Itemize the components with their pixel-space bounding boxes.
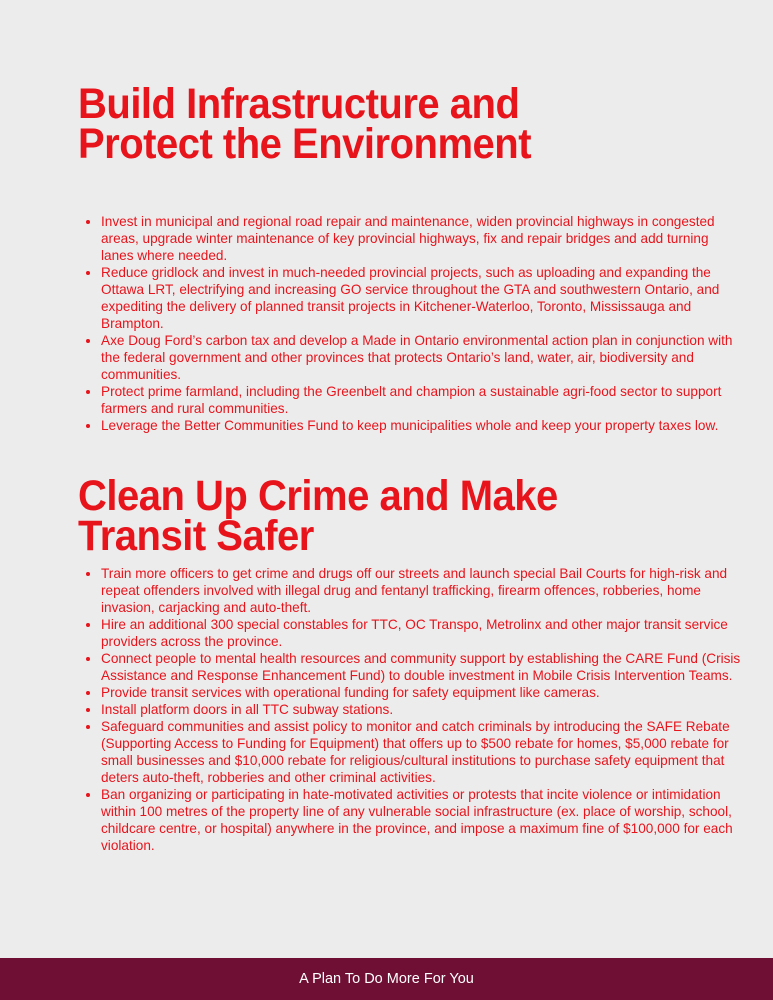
list-item: • Reduce gridlock and invest in much-needed provincial projects, such as uploading and expanding the Ottawa LRT, electrifying and increasing GO service throughout the GTA and southwestern Ontario, and expediting the delivery of planned transit projects in Kitchener-Waterloo, Toronto, Mississauga and Brampton. (101, 264, 741, 332)
list-item: • Axe Doug Ford’s carbon tax and develop a Made in Ontario environmental action plan in conjunction with the federal government and other provinces that protects Ontario’s land, water, air, biodiversity and communities. (101, 332, 741, 383)
list-item: • Leverage the Better Communities Fund to keep municipalities whole and keep your property taxes low. (101, 417, 741, 434)
list-item: • Connect people to mental health resources and community support by establishing the CARE Fund (Crisis Assistance and Response Enhancement Fund) to double investment in Mobile Crisis Intervention Teams. (101, 650, 741, 684)
section-title-infrastructure: Build Infrastructure and Protect the Environment (78, 80, 532, 168)
list-item: • Train more officers to get crime and drugs off our streets and launch special Bail Courts for high-risk and repeat offenders involved with illegal drug and fentanyl trafficking, firearm offences, robberies, home invasion, carjacking and auto-theft. (101, 565, 741, 616)
list-item: • Ban organizing or participating in hate-motivated activities or protests that incite violence or intimidation within 100 metres of the property line of any vulnerable social infrastructure (ex. place of worship, school, childcare centre, or hospital) anywhere in the province, and impose a maximum fine of $100,000 for each violation. (101, 786, 741, 854)
footer-bar (0, 958, 773, 1000)
footer-text: A Plan To Do More For You (299, 971, 474, 987)
list-item: • Hire an additional 300 special constables for TTC, OC Transpo, Metrolinx and other major transit service providers across the province. (101, 616, 741, 650)
list-item: • Protect prime farmland, including the Greenbelt and champion a sustainable agri-food sector to support farmers and rural communities. (101, 383, 741, 417)
list-item: • Provide transit services with operational funding for safety equipment like cameras. (101, 684, 741, 701)
bullet-list-infrastructure (84, 213, 741, 434)
list-item: • Safeguard communities and assist policy to monitor and catch criminals by introducing the SAFE Rebate (Supporting Access to Funding for Equipment) that offers up to $500 rebate for homes, $5,000 rebate for small businesses and $10,000 rebate for religious/cultural institutions to purchase safety equipment that deters auto-theft, robberies and other criminal activities. (101, 718, 741, 786)
section-title-crime: Clean Up Crime and Make Transit Safer (78, 472, 558, 560)
list-item: • Invest in municipal and regional road repair and maintenance, widen provincial highways in congested areas, upgrade winter maintenance of key provincial highways, fix and repair bridges and add turning lanes where needed. (101, 213, 741, 264)
list-item: • Install platform doors in all TTC subway stations. (101, 701, 741, 718)
bullet-list-crime (84, 565, 741, 854)
